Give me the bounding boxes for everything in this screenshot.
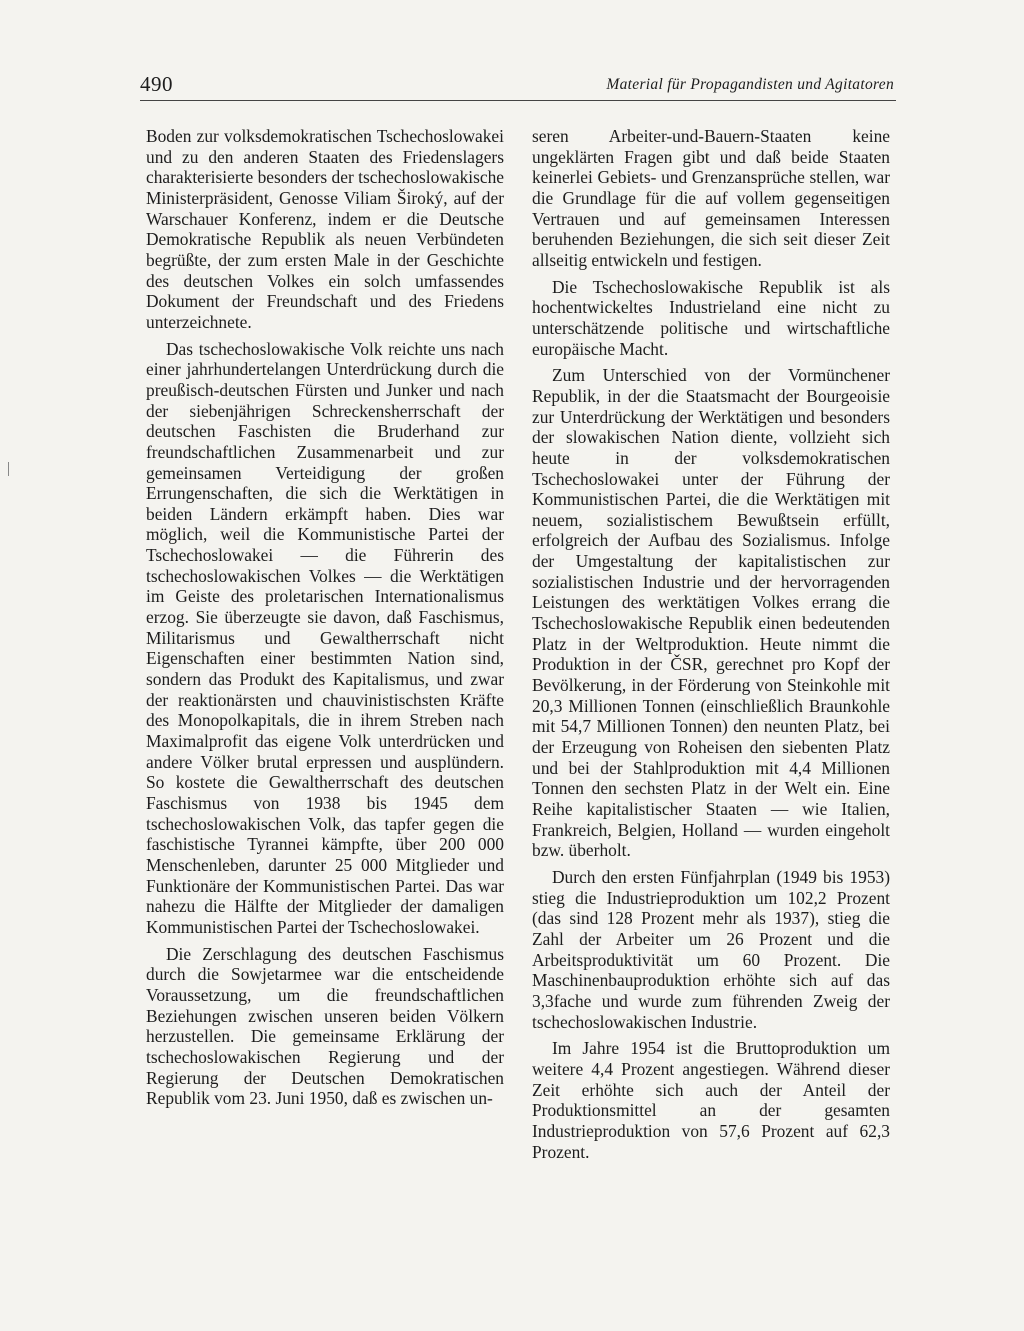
header-rule [140,100,896,101]
running-head: Material für Propagandisten und Agitatoren [606,76,894,93]
margin-mark [8,462,9,476]
paragraph: Im Jahre 1954 ist die Bruttoproduktion um weitere 4,4 Prozent angestiegen. Während dieser Zeit erhöhte sich auch der Anteil der Produktionsmittel an der gesamten Industrieproduktion von 57,6 Prozent auf 62,3 Prozent. [532,1038,890,1162]
left-column [146,126,504,1109]
right-column [532,126,890,1162]
paragraph: Das tschechoslowakische Volk reichte uns nach einer jahrhundertelangen Unterdrückung durch die preußisch-deutschen Fürsten und Junker und nach der siebenjährigen Schreckensherrschaft der deutschen Faschisten die Bruderhand zur freundschaftlichen Zusammenarbeit und zur gemeinsamen Verteidigung der großen Errungenschaften, die sich die Werktätigen in beiden Ländern erkämpft haben. Dies war möglich, weil die Kommunistische Partei der Tschechoslowakei — die Führerin des tschechoslowakischen Volkes — die Werktätigen im Geiste des proletarischen Internationalismus erzog. Sie überzeugte sie davon, daß Faschismus, Militarismus und Gewaltherrschaft nicht Eigenschaften einer bestimmten Nation sind, sondern das Produkt des Kapitalismus, und zwar der reaktionärsten und chauvinistischsten Kräfte des Monopolkapitals, die in ihrem Streben nach Maximalprofit das eigene Volk unterdrücken und andere Völker brutal erpressen und ausplündern. So kostete die Gewaltherrschaft des deutschen Faschismus von 1938 bis 1945 dem tschechoslowakischen Volk, das tapfer gegen die faschistische Tyrannei kämpfte, über 200 000 Menschenleben, darunter 25 000 Mitglieder und Funktionäre der Kommunistischen Partei. Das war nahezu die Hälfte der Mitglieder der damaligen Kommunistischen Partei der Tschechoslowakei. [146,338,504,937]
paragraph: Zum Unterschied von der Vormünchener Republik, in der die Staatsmacht der Bourgeoisie zur Unterdrückung der Werktätigen und besonders der slowakischen Nation diente, vollzieht sich heute in der volksdemokratischen Tschechoslowakei unter der Führung der Kommunistischen Partei, die die Werktätigen mit neuem, sozialistischem Bewußtsein erfüllt, erfolgreich der Aufbau des Sozialismus. Infolge der Umgestaltung der kapitalistischen zur sozialistischen Industrie und der hervorragenden Leistungen des werktätigen Volkes errang die Tschechoslowakische Republik einen bedeutenden Platz in der Weltproduktion. Heute nimmt die Produktion in der ČSR, gerechnet pro Kopf der Bevölkerung, in der Förderung von Steinkohle mit 20,3 Millionen Tonnen (einschließlich Braunkohle mit 54,7 Millionen Tonnen) den neunten Platz, bei der Erzeugung von Roheisen den siebenten Platz und bei der Stahlproduktion mit 4,4 Millionen Tonnen den sechsten Platz in der Welt ein. Eine Reihe kapitalistischer Staaten — wie Italien, Frankreich, Belgien, Holland — wurden eingeholt bzw. überholt. [532,365,890,861]
paragraph: Die Zerschlagung des deutschen Faschismus durch die Sowjetarmee war die entscheidende Voraussetzung, um die freundschaftlichen Beziehungen zwischen unseren beiden Völkern herzustellen. Die gemeinsame Erklärung der tschechoslowakischen Regierung und der Regierung der Deutschen Demokratischen Republik vom 23. Juni 1950, daß es zwischen un- [146,943,504,1109]
paragraph: Die Tschechoslowakische Republik ist als hochentwickeltes Industrieland eine nicht zu unterschätzende politische und wirtschaftliche europäische Macht. [532,276,890,359]
paragraph: Durch den ersten Fünfjahrplan (1949 bis 1953) stieg die Industrieproduktion um 102,2 Prozent (das sind 128 Prozent mehr als 1937), stieg die Zahl der Arbeiter um 26 Prozent und die Arbeitsproduktivität um 60 Prozent. Die Maschinenbauproduktion erhöhte sich auf das 3,3fache und wurde zum führenden Zweig der tschechoslowakischen Industrie. [532,866,890,1032]
paragraph: Boden zur volksdemokratischen Tschechoslowakei und zu den anderen Staaten des Friedenslagers charakterisierte besonders der tschechoslowakische Ministerpräsident, Genosse Viliam Široký, auf der Warschauer Konferenz, indem er die Deutsche Demokratische Republik als neuen Verbündeten begrüßte, der zum ersten Male in der Geschichte des deutschen Volkes ein solch umfassendes Dokument der Freundschaft und des Friedens unterzeichnete. [146,126,504,332]
page-number: 490 [140,72,173,96]
paragraph: seren Arbeiter-und-Bauern-Staaten keine ungeklärten Fragen gibt und daß beide Staaten keinerlei Gebiets- und Grenzansprüche stellen, war die Grundlage für die auf vollem gegenseitigen Vertrauen und auf gemeinsamen Interessen beruhenden Beziehungen, die sich seit dieser Zeit allseitig entwickeln und festigen. [532,126,890,270]
